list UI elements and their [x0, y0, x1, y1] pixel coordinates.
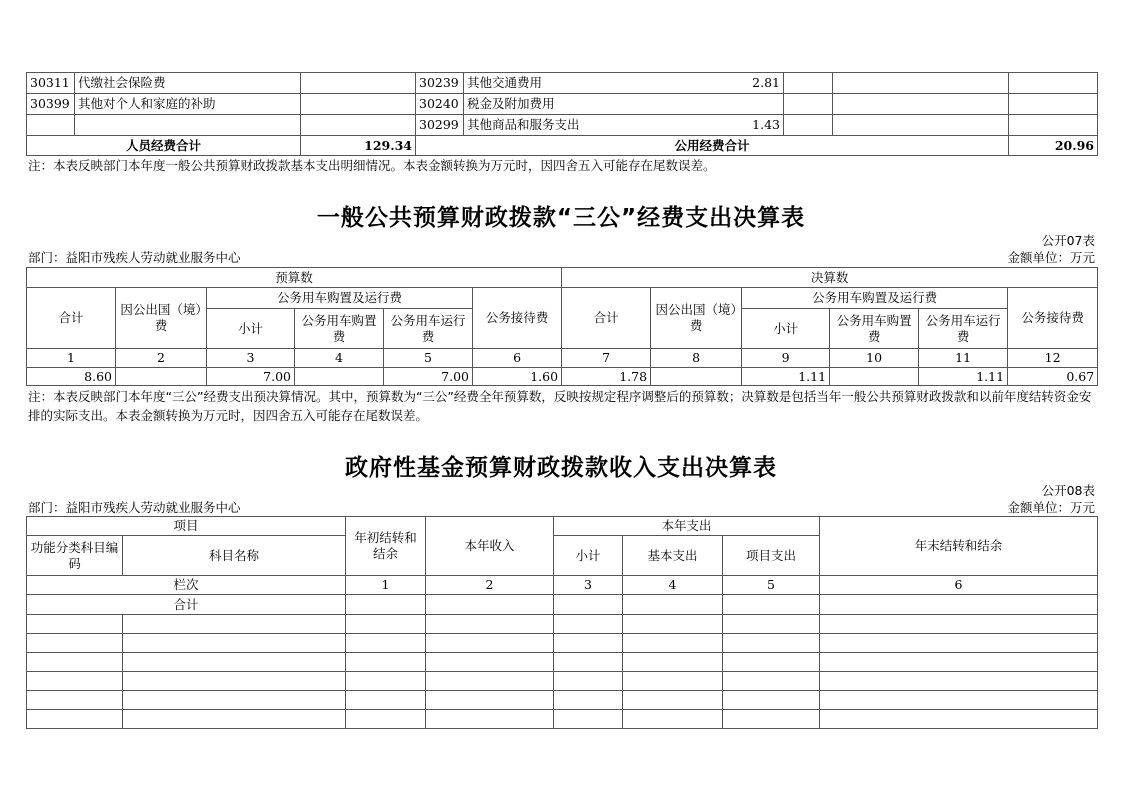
empty-cell: [346, 672, 426, 691]
total-row: [27, 136, 1098, 156]
subject-name: 其他交通费用: [467, 75, 543, 90]
table-row: [27, 94, 1098, 115]
value-cell: [295, 368, 384, 386]
col-number: 6: [473, 349, 562, 368]
budget-purchase-header: 公务用车购置费: [295, 309, 384, 349]
empty-cell: [426, 672, 554, 691]
empty-cell: [27, 672, 123, 691]
empty-cell: [820, 672, 1098, 691]
subject-amount-cell: [464, 115, 784, 136]
col-number: 7: [562, 349, 651, 368]
actual-header: 决算数: [562, 268, 1098, 288]
empty-cell: [623, 691, 723, 710]
subject-amount-cell: [464, 94, 784, 115]
subject-name-cell: 代缴社会保险费: [75, 73, 301, 94]
econ-code-cell: [27, 115, 75, 136]
empty-cell: [1009, 115, 1098, 136]
empty-cell: [123, 653, 346, 672]
col-order-label: 栏次: [27, 576, 346, 595]
empty-cell: [723, 595, 820, 615]
actual-subtotal-header: 小计: [742, 309, 830, 349]
amount: 1.43: [752, 117, 781, 132]
col-number: 2: [426, 576, 554, 595]
econ-code-cell: 30299: [416, 115, 464, 136]
empty-cell: [833, 94, 1009, 115]
empty-cell: [833, 115, 1009, 136]
gov-fund-table: [26, 516, 1098, 729]
actual-total-header: 合计: [562, 288, 651, 349]
budget-header: 预算数: [27, 268, 562, 288]
empty-cell: [723, 691, 820, 710]
budget-operate-header: 公务用车运行费: [384, 309, 473, 349]
value-cell: [651, 368, 742, 386]
empty-cell: [554, 672, 623, 691]
value-cell: [830, 368, 919, 386]
empty-cell: [346, 595, 426, 615]
value-cell: 1.11: [919, 368, 1008, 386]
empty-cell: [554, 634, 623, 653]
value-row: [27, 368, 1098, 386]
empty-cell: [554, 595, 623, 615]
amount-cell: [301, 115, 416, 136]
empty-cell: [623, 595, 723, 615]
three-public-expense-table: [26, 267, 1098, 386]
empty-cell: [554, 691, 623, 710]
budget-total-header: 合计: [27, 288, 116, 349]
table07-code: 公开07表: [1041, 233, 1095, 248]
public-total-value: 20.96: [1009, 136, 1098, 156]
table-row: [27, 672, 1098, 691]
econ-code-cell: 30239: [416, 73, 464, 94]
empty-cell: [820, 595, 1098, 615]
func-code-header: 功能分类科目编码: [27, 536, 123, 576]
table07-dept: 部门：益阳市残疾人劳动就业服务中心: [28, 250, 241, 265]
actual-vehicle-header: 公务用车购置及运行费: [742, 288, 1008, 309]
budget-reception-header: 公务接待费: [473, 288, 562, 349]
empty-cell: [346, 634, 426, 653]
basic-header: 基本支出: [623, 536, 723, 576]
empty-cell: [346, 653, 426, 672]
empty-cell: [346, 615, 426, 634]
econ-code-cell: 30311: [27, 73, 75, 94]
empty-cell: [346, 710, 426, 729]
column-number-row: [27, 349, 1098, 368]
table-row: [27, 710, 1098, 729]
empty-cell: [623, 672, 723, 691]
actual-purchase-header: 公务用车购置费: [830, 309, 919, 349]
empty-cell: [123, 634, 346, 653]
table-row: [27, 115, 1098, 136]
expense-header: 本年支出: [554, 517, 820, 536]
col-number: 5: [384, 349, 473, 368]
empty-cell: [27, 634, 123, 653]
empty-cell: [426, 653, 554, 672]
empty-cell: [820, 691, 1098, 710]
col-number: 10: [830, 349, 919, 368]
col-number: 1: [346, 576, 426, 595]
empty-cell: [426, 691, 554, 710]
subject-name-cell: 其他对个人和家庭的补助: [75, 94, 301, 115]
empty-cell: [27, 691, 123, 710]
header-row: [27, 288, 1098, 309]
empty-cell: [723, 672, 820, 691]
empty-cell: [820, 653, 1098, 672]
income-header: 本年收入: [426, 517, 554, 576]
table08-title: 政府性基金预算财政拨款收入支出决算表: [345, 455, 777, 481]
amount-cell: [301, 73, 416, 94]
table-row: [27, 634, 1098, 653]
col-number: 4: [295, 349, 384, 368]
item-header: 项目: [27, 517, 346, 536]
table-row: [27, 615, 1098, 634]
empty-cell: [784, 115, 833, 136]
empty-cell: [623, 634, 723, 653]
table06-note: 注：本表反映部门本年度一般公共预算财政拨款基本支出明细情况。本表金额转换为万元时，因四舍五入可能存在尾数误差。: [28, 158, 716, 173]
header-row: [27, 268, 1098, 288]
table-row: [27, 691, 1098, 710]
budget-subtotal-header: 小计: [207, 309, 295, 349]
econ-code-cell: 30399: [27, 94, 75, 115]
personnel-total-value: 129.34: [301, 136, 416, 156]
empty-cell: [723, 710, 820, 729]
empty-cell: [623, 653, 723, 672]
empty-cell: [27, 710, 123, 729]
empty-cell: [123, 672, 346, 691]
col-number: 1: [27, 349, 116, 368]
table07-title: 一般公共预算财政拨款“三公”经费支出决算表: [316, 205, 806, 231]
empty-cell: [623, 615, 723, 634]
value-cell: 0.67: [1008, 368, 1098, 386]
empty-cell: [784, 94, 833, 115]
actual-operate-header: 公务用车运行费: [919, 309, 1008, 349]
empty-cell: [426, 615, 554, 634]
value-cell: [116, 368, 207, 386]
value-cell: 1.11: [742, 368, 830, 386]
value-cell: 8.60: [27, 368, 116, 386]
public-total-label: 公用经费合计: [416, 136, 1009, 156]
empty-cell: [723, 653, 820, 672]
empty-cell: [723, 615, 820, 634]
empty-cell: [820, 615, 1098, 634]
value-cell: 1.60: [473, 368, 562, 386]
value-cell: 7.00: [207, 368, 295, 386]
column-number-row: [27, 576, 1098, 595]
empty-cell: [784, 73, 833, 94]
subject-name: 其他商品和服务支出: [467, 117, 580, 132]
empty-cell: [554, 710, 623, 729]
empty-cell: [426, 595, 554, 615]
empty-cell: [1009, 94, 1098, 115]
begin-balance-header: 年初结转和结余: [346, 517, 426, 576]
value-cell: 7.00: [384, 368, 473, 386]
end-balance-header: 年末结转和结余: [820, 517, 1098, 576]
empty-cell: [123, 691, 346, 710]
table07-note: 注：本表反映部门本年度“三公”经费支出预决算情况。其中，预算数为“三公”经费全年预算数，反映按规定程序调整后的预算数；决算数是包括当年一般公共预算财政拨款和以前年度结转资金安排的实际支出。本表金额转换为万元时，因四舍五入可能存在尾数误差。: [28, 389, 1092, 423]
empty-cell: [426, 710, 554, 729]
table-row: [27, 73, 1098, 94]
empty-cell: [123, 615, 346, 634]
personnel-total-label: 人员经费合计: [27, 136, 301, 156]
col-number: 4: [623, 576, 723, 595]
empty-cell: [27, 615, 123, 634]
col-number: 11: [919, 349, 1008, 368]
empty-cell: [554, 615, 623, 634]
col-number: 9: [742, 349, 830, 368]
value-cell: 1.78: [562, 368, 651, 386]
total-row: [27, 595, 1098, 615]
empty-cell: [820, 710, 1098, 729]
empty-cell: [554, 653, 623, 672]
col-number: 6: [820, 576, 1098, 595]
subtotal-header: 小计: [554, 536, 623, 576]
col-number: 3: [554, 576, 623, 595]
actual-abroad-header: 因公出国（境）费: [651, 288, 742, 349]
table08-unit: 金额单位：万元: [1007, 500, 1095, 515]
total-label: 合计: [27, 595, 346, 615]
empty-cell: [820, 634, 1098, 653]
empty-cell: [123, 710, 346, 729]
project-header: 项目支出: [723, 536, 820, 576]
col-number: 5: [723, 576, 820, 595]
empty-cell: [833, 73, 1009, 94]
col-number: 2: [116, 349, 207, 368]
subject-name-cell: [75, 115, 301, 136]
amount: 2.81: [752, 75, 781, 90]
table07-unit: 金额单位：万元: [1007, 250, 1095, 265]
empty-cell: [346, 691, 426, 710]
amount-cell: [301, 94, 416, 115]
empty-cell: [426, 634, 554, 653]
subject-amount-cell: [464, 73, 784, 94]
table-row: [27, 653, 1098, 672]
budget-abroad-header: 因公出国（境）费: [116, 288, 207, 349]
table08-code: 公开08表: [1041, 483, 1095, 498]
econ-code-cell: 30240: [416, 94, 464, 115]
empty-cell: [723, 634, 820, 653]
subject-name: 税金及附加费用: [467, 96, 555, 111]
empty-cell: [1009, 73, 1098, 94]
subject-name-header: 科目名称: [123, 536, 346, 576]
budget-vehicle-header: 公务用车购置及运行费: [207, 288, 473, 309]
actual-reception-header: 公务接待费: [1008, 288, 1098, 349]
header-row: [27, 517, 1098, 536]
table08-dept: 部门：益阳市残疾人劳动就业服务中心: [28, 500, 241, 515]
col-number: 8: [651, 349, 742, 368]
empty-cell: [623, 710, 723, 729]
col-number: 12: [1008, 349, 1098, 368]
empty-cell: [27, 653, 123, 672]
basic-expense-detail-table: [26, 72, 1098, 156]
col-number: 3: [207, 349, 295, 368]
